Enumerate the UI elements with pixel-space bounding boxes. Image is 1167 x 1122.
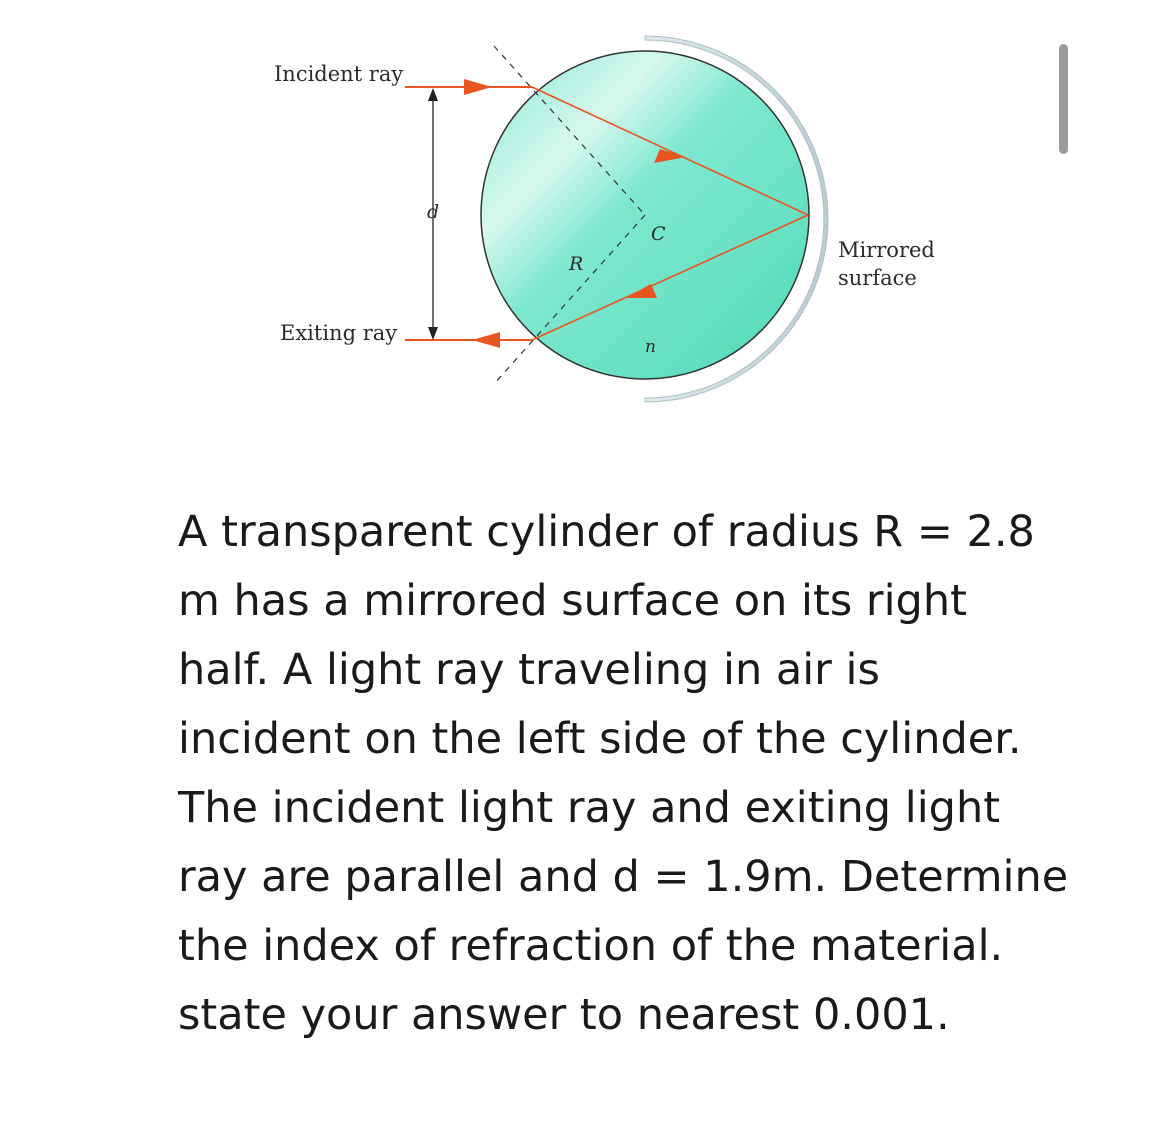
question-line: incident on the left side of the cylinder. [178, 714, 1022, 764]
cylinder-figure [0, 0, 1167, 470]
incident-arrow-icon [464, 79, 492, 95]
scrollbar-thumb[interactable] [1059, 44, 1068, 154]
question-line: m has a mirrored surface on its right [178, 576, 967, 626]
question-line: ray are parallel and d = 1.9m. Determine [178, 852, 1069, 902]
incident-ray-label: Incident ray [274, 62, 404, 86]
question-line: The incident light ray and exiting light [178, 783, 1001, 833]
d-label: d [427, 201, 440, 223]
question-line: half. A light ray traveling in air is [178, 645, 880, 695]
exiting-arrow-icon [472, 332, 500, 348]
index-label: n [645, 337, 656, 357]
center-label: C [651, 223, 666, 245]
exiting-ray-label: Exiting ray [280, 321, 398, 345]
question-line: state your answer to nearest 0.001. [178, 990, 950, 1040]
question-line: A transparent cylinder of radius R = 2.8 [178, 507, 1035, 557]
question-line: the index of refraction of the material. [178, 921, 1004, 971]
d-arrow-down-icon [428, 327, 438, 340]
mirrored-label-line2: surface [838, 266, 917, 290]
mirrored-label-line1: Mirrored [838, 238, 935, 262]
d-arrow-up-icon [428, 88, 438, 101]
radius-label: R [569, 253, 584, 275]
question-text [178, 498, 1078, 1050]
